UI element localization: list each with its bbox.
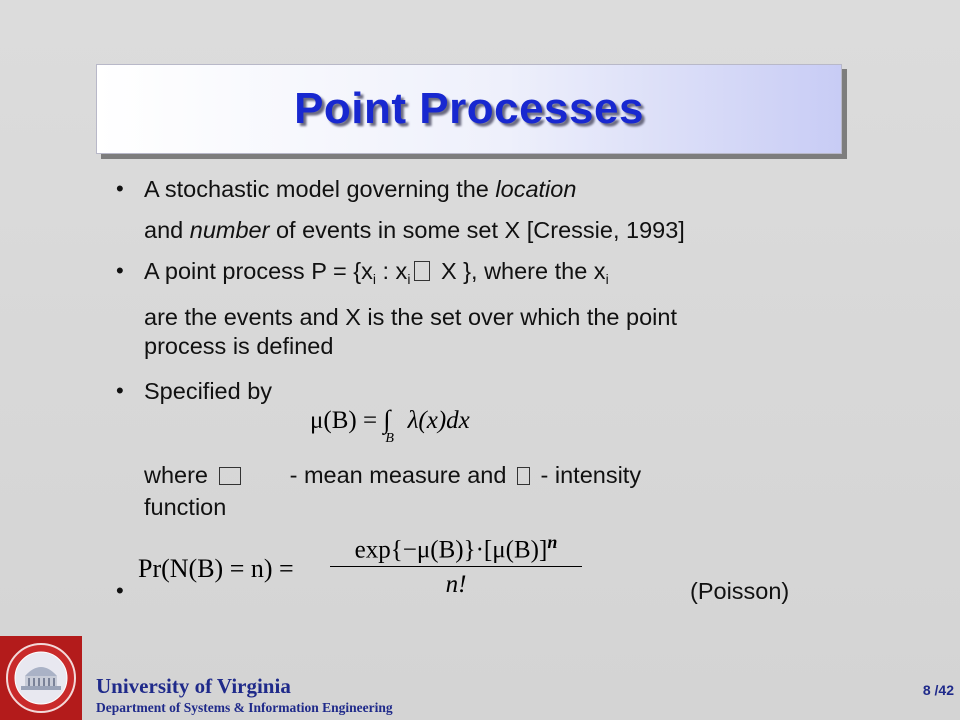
text-span: where	[144, 462, 209, 488]
university-name: University of Virginia	[96, 674, 291, 698]
emphasis-number: number	[189, 217, 270, 243]
slide-title: Point Processes	[294, 84, 644, 133]
bullet-2-line-1	[144, 257, 609, 285]
formula-lhs: μ(B) =	[310, 407, 378, 434]
department-name: Department of Systems & Information Engineering	[96, 700, 393, 715]
bullet-marker: •	[116, 176, 124, 201]
text-span: A stochastic model governing the	[144, 176, 496, 202]
bullet-marker: •	[116, 378, 124, 403]
integral-sign	[383, 405, 401, 446]
mean-measure-formula	[310, 405, 470, 446]
poisson-label: (Poisson)	[690, 578, 790, 604]
text-span: - intensity	[533, 462, 642, 488]
integral-symbol: ∫	[383, 405, 391, 434]
bullet-2-line-3: process is defined	[144, 333, 334, 359]
text-span: A point process P = {x	[144, 258, 373, 284]
text-span: - mean measure and	[283, 462, 513, 488]
mu-placeholder-icon	[219, 467, 241, 485]
text-span: and	[144, 217, 190, 243]
subscript: i	[372, 271, 376, 287]
subscript: i	[407, 271, 411, 287]
text-span: of events in some set X [Cressie, 1993]	[269, 217, 685, 243]
text-span: X }, where the x	[434, 258, 606, 284]
page-number: 8 /42	[922, 682, 954, 698]
bullet-2-line-2: are the events and X is the set over which the point	[144, 304, 677, 330]
university-seal-logo	[0, 636, 82, 720]
fraction-numerator	[330, 532, 582, 564]
bullet-1-line-1	[144, 175, 576, 203]
formula-rhs: λ(x)dx	[407, 407, 470, 434]
integral-lower-limit: B	[385, 431, 394, 446]
subscript: i	[605, 271, 609, 287]
numerator-text: exp{−μ(B)}·[μ(B)]	[354, 536, 548, 564]
bullet-3-line-1: Specified by	[144, 378, 273, 404]
poisson-fraction	[330, 532, 582, 599]
emphasis-location: location	[495, 176, 577, 202]
lambda-placeholder-icon	[517, 467, 530, 485]
text-span: : x	[375, 258, 408, 284]
exponent: n	[547, 532, 558, 552]
bullet-marker: •	[116, 578, 124, 603]
fraction-denominator: n!	[445, 571, 467, 599]
element-of-box-icon	[414, 261, 430, 281]
rotunda-seal-icon	[4, 640, 78, 716]
bullet-3-line-3: function	[144, 494, 227, 520]
bullet-marker: •	[116, 258, 124, 283]
formula-lhs: Pr(N(B) = n) =	[138, 554, 294, 583]
bullet-3-line-2	[144, 461, 641, 489]
bullet-1-line-2	[144, 216, 685, 244]
